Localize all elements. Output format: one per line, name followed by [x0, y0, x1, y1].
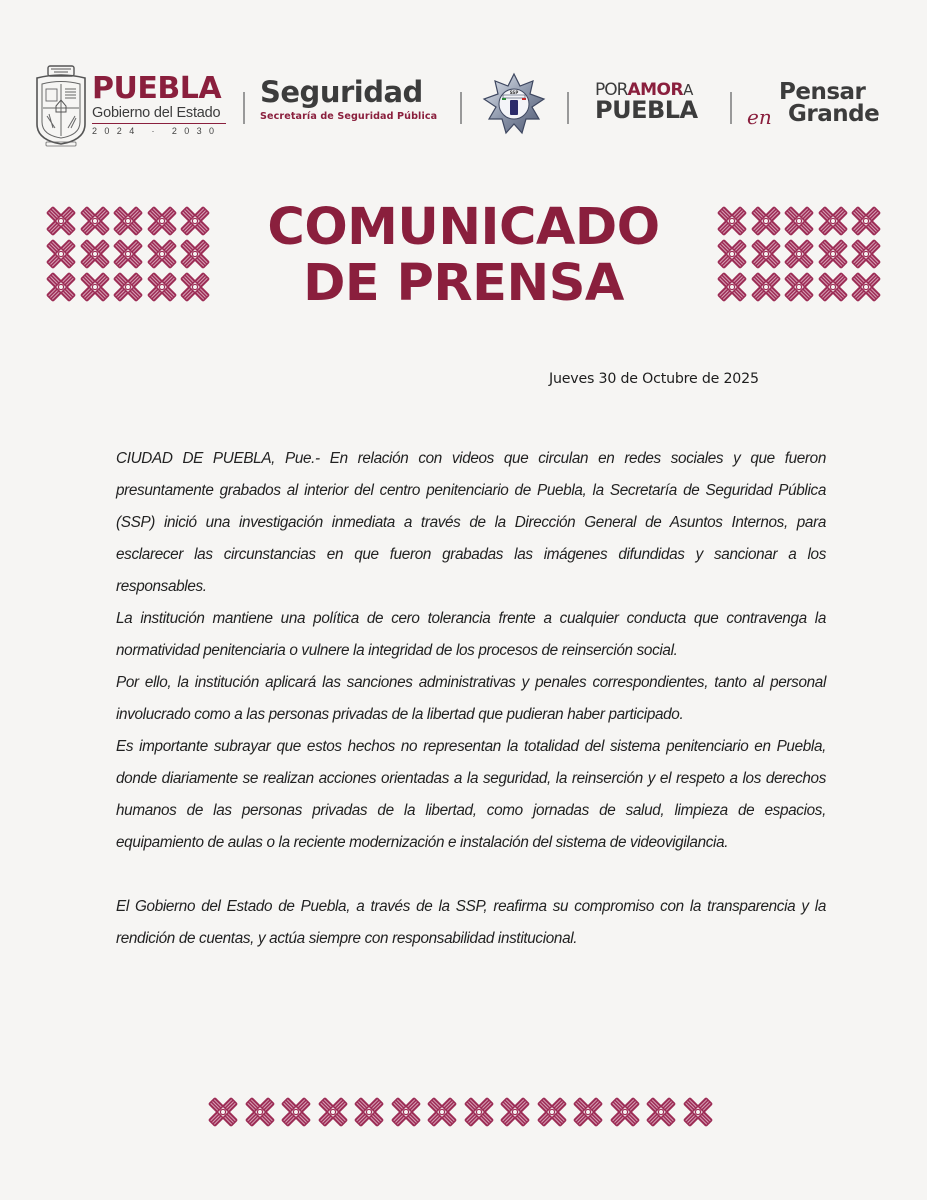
logo-divider: [460, 92, 462, 124]
header-logos: [30, 62, 900, 154]
flower-motif-icon: [609, 1096, 641, 1128]
pensar-en-grande-logo: [737, 80, 897, 134]
flower-motif-icon: [572, 1096, 604, 1128]
flower-motif-icon: [317, 1096, 349, 1128]
flower-motif-icon: [280, 1096, 312, 1128]
paragraph-5: El Gobierno del Estado de Puebla, a través de la SSP, reafirma su compromiso con la transparencia y la rendición de cuentas, y actúa siempre con responsabilidad institucional.: [116, 898, 826, 947]
en-word: en: [747, 105, 772, 129]
ssp-badge-label: SSP: [509, 90, 519, 95]
secretaria-label: Secretaría de Seguridad Pública: [260, 111, 438, 122]
flower-motif-icon: [536, 1096, 568, 1128]
flower-motif-icon: [645, 1096, 677, 1128]
release-date: Jueves 30 de Octubre de 2025: [549, 371, 759, 387]
paragraph-spacer: [116, 859, 826, 891]
logo-divider: [243, 92, 245, 124]
paragraph-1: CIUDAD DE PUEBLA, Pue.- En relación con videos que circulan en redes sociales y que fueron presuntamente grabados al interior del centro penitenciario de Puebla, la Secretaría de Seguridad Pública (SSP) inició una investigación inmediata a través de la Dirección General de Asuntos Internos, para esclarecer las circunstancias en que fueron grabadas las imágenes difundidas y sancionar a los responsables.: [116, 450, 826, 595]
flower-motif-icon: [426, 1096, 458, 1128]
puebla-wordmark: PUEBLA: [92, 71, 222, 106]
por-word: POR: [595, 80, 628, 100]
ssp-star-badge-icon: [482, 72, 546, 136]
paragraph-4: Es importante subrayar que estos hechos no representan la totalidad del sistema penitenciario en Puebla, donde diariamente se realizan acciones orientadas a la seguridad, la reinserción y el respeto a los derechos humanos de las personas privadas de la libertad, como jornadas de salud, limpieza de espacios, equipamiento de aulas o la reciente modernización e instalación del sistema de videovigilancia.: [116, 738, 826, 851]
flower-motif-icon: [353, 1096, 385, 1128]
por-amor-a-puebla-logo: [595, 82, 698, 122]
gobierno-puebla-logo: [92, 71, 226, 136]
seguridad-wordmark: Seguridad: [260, 75, 423, 109]
puebla-word: PUEBLA: [595, 96, 698, 124]
paragraph-2: La institución mantiene una política de cero tolerancia frente a cualquier conducta que contravenga la normatividad penitenciaria o vulnere la integridad de los procesos de reinserción social.: [116, 610, 826, 659]
page-title: [0, 200, 927, 312]
term-years-label: 2024 · 2030: [92, 126, 222, 136]
title-line-1: COMUNICADO: [267, 198, 660, 257]
flower-motif-icon: [682, 1096, 714, 1128]
flower-motif-icon: [499, 1096, 531, 1128]
press-release-body: [116, 443, 826, 955]
gobierno-del-estado-label: Gobierno del Estado: [92, 105, 226, 124]
decorative-pattern-footer: [207, 1096, 718, 1130]
flower-motif-icon: [463, 1096, 495, 1128]
flower-motif-icon: [390, 1096, 422, 1128]
amor-word: AMOR: [627, 80, 684, 100]
pensar-word: Pensar: [779, 79, 866, 105]
paragraph-3: Por ello, la institución aplicará las sanciones administrativas y penales correspondientes, tanto al personal involucrado como a las personas privadas de la libertad que pudieran haber participado.: [116, 674, 826, 723]
puebla-coat-of-arms-icon: [34, 64, 88, 148]
seguridad-logo: [260, 76, 437, 122]
flower-motif-icon: [244, 1096, 276, 1128]
a-word: A: [683, 81, 694, 99]
logo-divider: [730, 92, 732, 124]
title-line-2: DE PRENSA: [303, 254, 624, 313]
flower-motif-icon: [207, 1096, 239, 1128]
logo-divider: [567, 92, 569, 124]
grande-word: Grande: [788, 101, 880, 127]
